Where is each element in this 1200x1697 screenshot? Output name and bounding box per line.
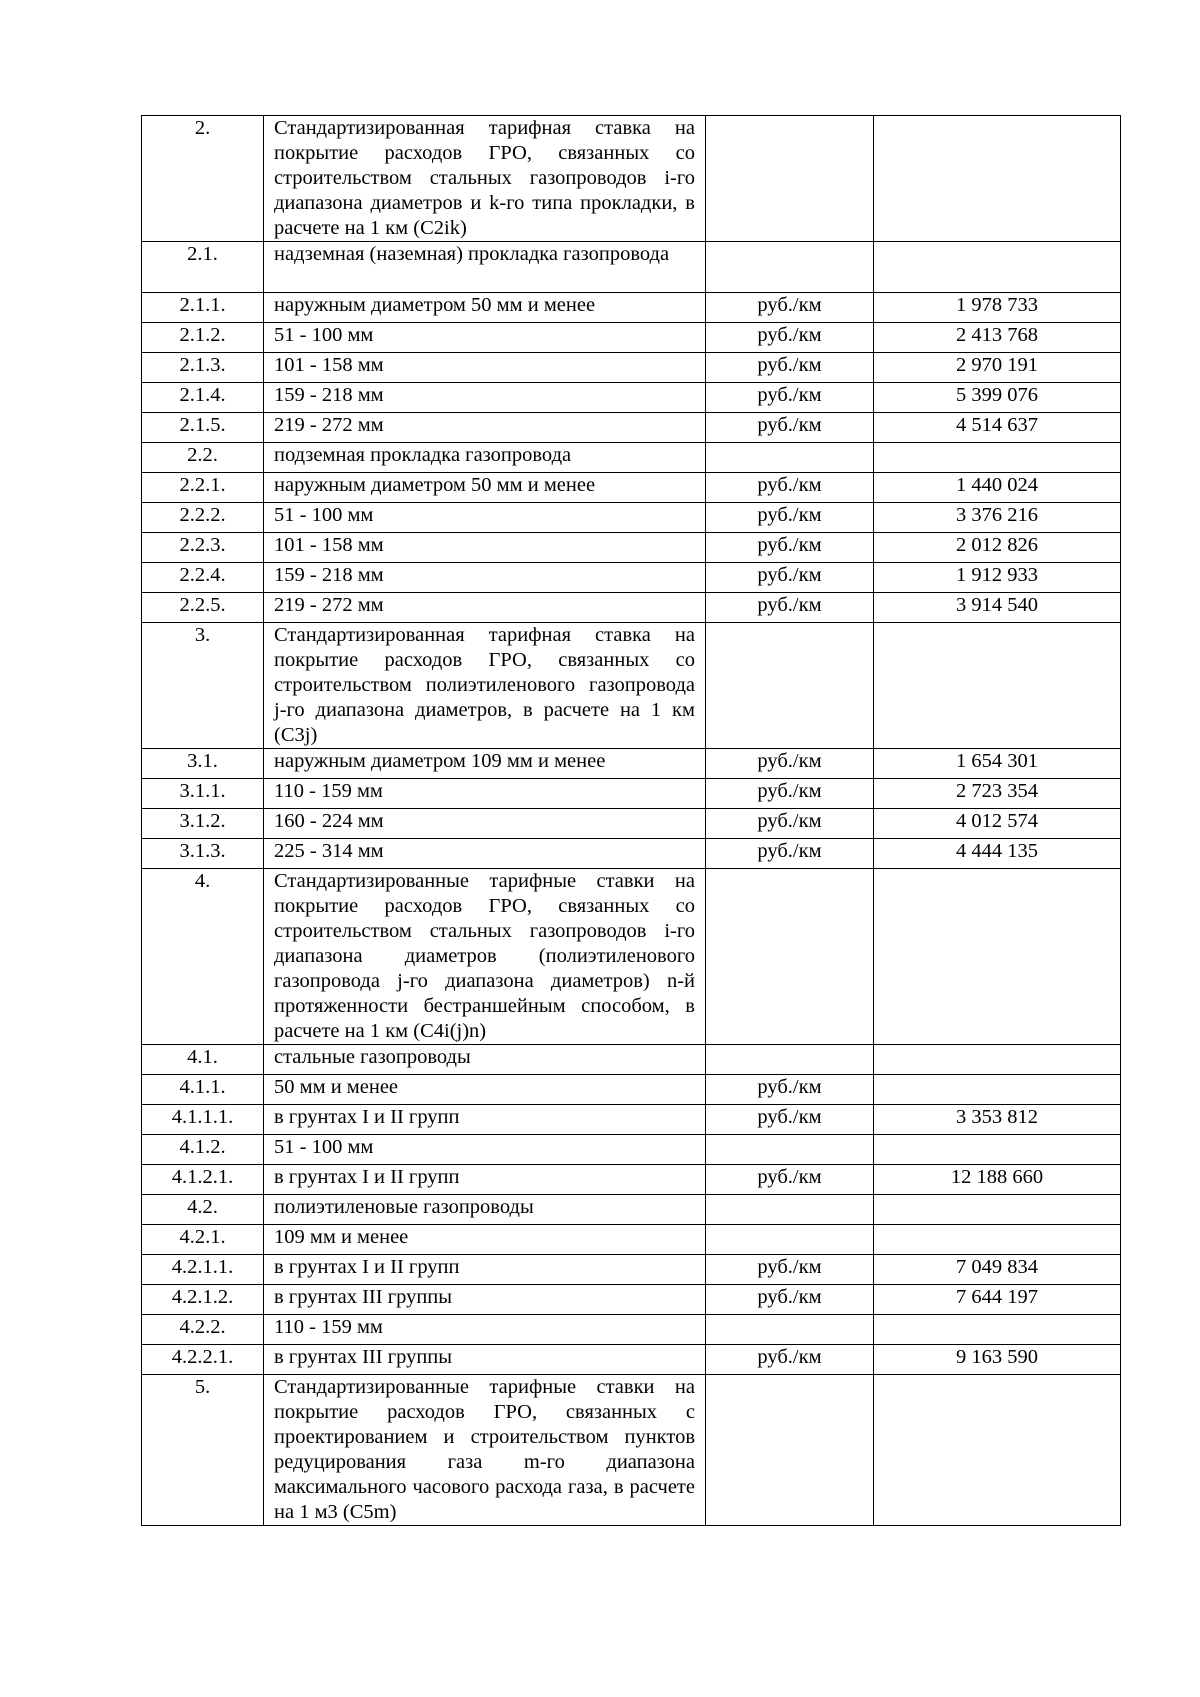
row-number-cell: 3.1.3.	[142, 839, 264, 869]
table-row	[142, 1135, 1121, 1165]
row-description-cell: 109 мм и менее	[264, 1225, 706, 1255]
table-row	[142, 839, 1121, 869]
row-unit-cell: руб./км	[706, 503, 874, 533]
row-value-cell	[874, 1075, 1121, 1105]
row-value-cell: 1 978 733	[874, 293, 1121, 323]
row-value-cell	[874, 1135, 1121, 1165]
row-value-cell	[874, 1315, 1121, 1345]
row-number-cell: 4.2.2.1.	[142, 1345, 264, 1375]
row-number-cell: 2.2.3.	[142, 533, 264, 563]
row-number-cell: 2.1.2.	[142, 323, 264, 353]
row-number-cell: 2.2.	[142, 443, 264, 473]
row-description-cell: 101 - 158 мм	[264, 533, 706, 563]
row-unit-cell: руб./км	[706, 1255, 874, 1285]
row-unit-cell: руб./км	[706, 839, 874, 869]
row-unit-cell	[706, 869, 874, 1045]
row-value-cell	[874, 116, 1121, 242]
table-row	[142, 1375, 1121, 1526]
row-number-cell: 2.2.2.	[142, 503, 264, 533]
row-unit-cell: руб./км	[706, 353, 874, 383]
row-description-cell: Стандартизированная тарифная ставка на покрытие расходов ГРО, связанных со строительством полиэтиленового газопровода j-го диапазона диаметров, в расчете на 1 км (C3j)	[264, 623, 706, 749]
row-description-cell: 159 - 218 мм	[264, 383, 706, 413]
row-number-cell: 4.2.1.	[142, 1225, 264, 1255]
row-description-cell: 225 - 314 мм	[264, 839, 706, 869]
row-unit-cell: руб./км	[706, 563, 874, 593]
row-unit-cell: руб./км	[706, 1165, 874, 1195]
row-value-cell: 7 049 834	[874, 1255, 1121, 1285]
row-description-cell: наружным диаметром 109 мм и менее	[264, 749, 706, 779]
row-value-cell: 12 188 660	[874, 1165, 1121, 1195]
row-description-cell: в грунтах III группы	[264, 1285, 706, 1315]
row-description-cell: 101 - 158 мм	[264, 353, 706, 383]
row-number-cell: 3.1.2.	[142, 809, 264, 839]
table-row	[142, 1285, 1121, 1315]
row-unit-cell	[706, 443, 874, 473]
row-description-cell: Стандартизированные тарифные ставки на покрытие расходов ГРО, связанных с проектированием и строительством пунктов редуцирования газа m-го диапазона максимального часового расхода газа, в расчете на 1 м3 (C5m)	[264, 1375, 706, 1526]
row-description-cell: в грунтах III группы	[264, 1345, 706, 1375]
table-body	[142, 116, 1121, 1526]
row-value-cell: 4 012 574	[874, 809, 1121, 839]
row-unit-cell: руб./км	[706, 1285, 874, 1315]
row-description-cell: 51 - 100 мм	[264, 1135, 706, 1165]
table-row	[142, 593, 1121, 623]
row-description-cell: в грунтах I и II групп	[264, 1255, 706, 1285]
row-description-cell: 51 - 100 мм	[264, 503, 706, 533]
row-value-cell: 3 914 540	[874, 593, 1121, 623]
row-value-cell	[874, 869, 1121, 1045]
row-description-cell: 160 - 224 мм	[264, 809, 706, 839]
table-row	[142, 1225, 1121, 1255]
row-number-cell: 4.	[142, 869, 264, 1045]
row-number-cell: 4.2.1.1.	[142, 1255, 264, 1285]
row-value-cell: 3 353 812	[874, 1105, 1121, 1135]
row-value-cell: 2 012 826	[874, 533, 1121, 563]
table-row	[142, 563, 1121, 593]
row-number-cell: 5.	[142, 1375, 264, 1526]
row-value-cell	[874, 623, 1121, 749]
table-row	[142, 1255, 1121, 1285]
tariff-rates-table	[141, 115, 1121, 1526]
row-description-cell: Стандартизированная тарифная ставка на покрытие расходов ГРО, связанных со строительством стальных газопроводов i-го диапазона диаметров и k-го типа прокладки, в расчете на 1 км (C2ik)	[264, 116, 706, 242]
table-row	[142, 116, 1121, 242]
row-unit-cell: руб./км	[706, 323, 874, 353]
row-number-cell: 2.1.3.	[142, 353, 264, 383]
row-description-cell: в грунтах I и II групп	[264, 1165, 706, 1195]
table-row	[142, 242, 1121, 293]
row-unit-cell: руб./км	[706, 1105, 874, 1135]
row-number-cell: 2.1.5.	[142, 413, 264, 443]
row-description-cell: наружным диаметром 50 мм и менее	[264, 293, 706, 323]
row-description-cell: 159 - 218 мм	[264, 563, 706, 593]
row-unit-cell	[706, 623, 874, 749]
row-number-cell: 4.2.	[142, 1195, 264, 1225]
table-row	[142, 413, 1121, 443]
row-value-cell	[874, 1045, 1121, 1075]
row-number-cell: 4.1.1.	[142, 1075, 264, 1105]
row-number-cell: 2.1.1.	[142, 293, 264, 323]
row-value-cell: 9 163 590	[874, 1345, 1121, 1375]
row-value-cell: 7 644 197	[874, 1285, 1121, 1315]
table-row	[142, 1075, 1121, 1105]
table-row	[142, 749, 1121, 779]
row-value-cell: 4 514 637	[874, 413, 1121, 443]
row-unit-cell	[706, 1225, 874, 1255]
table-row	[142, 1045, 1121, 1075]
row-value-cell: 1 440 024	[874, 473, 1121, 503]
table-row	[142, 1105, 1121, 1135]
row-number-cell: 3.1.1.	[142, 779, 264, 809]
row-description-cell: надземная (наземная) прокладка газопровода	[264, 242, 706, 293]
row-unit-cell: руб./км	[706, 293, 874, 323]
row-unit-cell: руб./км	[706, 1345, 874, 1375]
table-row	[142, 1345, 1121, 1375]
row-value-cell: 2 970 191	[874, 353, 1121, 383]
row-number-cell: 2.1.4.	[142, 383, 264, 413]
row-unit-cell	[706, 116, 874, 242]
row-value-cell	[874, 1375, 1121, 1526]
row-value-cell: 1 912 933	[874, 563, 1121, 593]
row-unit-cell: руб./км	[706, 809, 874, 839]
row-value-cell: 2 723 354	[874, 779, 1121, 809]
table-row	[142, 443, 1121, 473]
table-row	[142, 869, 1121, 1045]
row-unit-cell: руб./км	[706, 473, 874, 503]
row-number-cell: 3.1.	[142, 749, 264, 779]
row-value-cell: 1 654 301	[874, 749, 1121, 779]
table-row	[142, 503, 1121, 533]
row-number-cell: 3.	[142, 623, 264, 749]
table-row	[142, 1195, 1121, 1225]
row-value-cell: 3 376 216	[874, 503, 1121, 533]
table-row	[142, 623, 1121, 749]
row-number-cell: 2.2.5.	[142, 593, 264, 623]
table-row	[142, 353, 1121, 383]
table-row	[142, 533, 1121, 563]
row-number-cell: 2.2.4.	[142, 563, 264, 593]
row-description-cell: стальные газопроводы	[264, 1045, 706, 1075]
table-row	[142, 809, 1121, 839]
row-description-cell: 219 - 272 мм	[264, 413, 706, 443]
row-number-cell: 4.1.2.	[142, 1135, 264, 1165]
row-number-cell: 2.	[142, 116, 264, 242]
row-description-cell: 110 - 159 мм	[264, 779, 706, 809]
row-description-cell: 110 - 159 мм	[264, 1315, 706, 1345]
table-row	[142, 1315, 1121, 1345]
table-row	[142, 323, 1121, 353]
row-number-cell: 4.1.2.1.	[142, 1165, 264, 1195]
row-value-cell	[874, 1225, 1121, 1255]
row-value-cell: 5 399 076	[874, 383, 1121, 413]
row-value-cell: 4 444 135	[874, 839, 1121, 869]
row-description-cell: Стандартизированные тарифные ставки на покрытие расходов ГРО, связанных со строительством стальных газопроводов i-го диапазона диаметров (полиэтиленового газопровода j-го диапазона диаметров) n-й протяженности бестраншейным способом, в расчете на 1 км (C4i(j)n)	[264, 869, 706, 1045]
row-description-cell: полиэтиленовые газопроводы	[264, 1195, 706, 1225]
row-value-cell	[874, 242, 1121, 293]
row-description-cell: 51 - 100 мм	[264, 323, 706, 353]
row-number-cell: 2.1.	[142, 242, 264, 293]
row-value-cell	[874, 1195, 1121, 1225]
row-description-cell: подземная прокладка газопровода	[264, 443, 706, 473]
row-unit-cell: руб./км	[706, 533, 874, 563]
row-unit-cell: руб./км	[706, 1075, 874, 1105]
table-row	[142, 473, 1121, 503]
row-unit-cell	[706, 242, 874, 293]
row-unit-cell: руб./км	[706, 383, 874, 413]
row-value-cell	[874, 443, 1121, 473]
row-unit-cell: руб./км	[706, 779, 874, 809]
row-description-cell: наружным диаметром 50 мм и менее	[264, 473, 706, 503]
table-row	[142, 383, 1121, 413]
row-description-cell: в грунтах I и II групп	[264, 1105, 706, 1135]
row-value-cell: 2 413 768	[874, 323, 1121, 353]
row-unit-cell	[706, 1135, 874, 1165]
row-number-cell: 2.2.1.	[142, 473, 264, 503]
row-unit-cell	[706, 1315, 874, 1345]
row-number-cell: 4.2.2.	[142, 1315, 264, 1345]
table-row	[142, 1165, 1121, 1195]
row-unit-cell: руб./км	[706, 413, 874, 443]
row-number-cell: 4.1.	[142, 1045, 264, 1075]
row-description-cell: 50 мм и менее	[264, 1075, 706, 1105]
row-number-cell: 4.1.1.1.	[142, 1105, 264, 1135]
row-unit-cell: руб./км	[706, 593, 874, 623]
row-unit-cell: руб./км	[706, 749, 874, 779]
table-row	[142, 779, 1121, 809]
row-number-cell: 4.2.1.2.	[142, 1285, 264, 1315]
table-row	[142, 293, 1121, 323]
row-unit-cell	[706, 1045, 874, 1075]
row-description-cell: 219 - 272 мм	[264, 593, 706, 623]
row-unit-cell	[706, 1195, 874, 1225]
row-unit-cell	[706, 1375, 874, 1526]
